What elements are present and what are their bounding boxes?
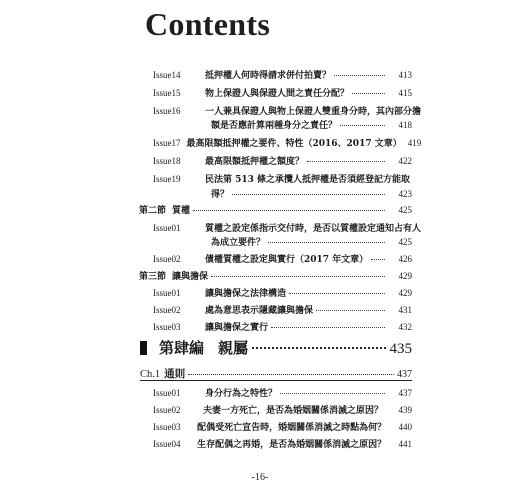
entry-title: 最高限額抵押權之額度？ xyxy=(205,157,305,167)
page-title: Contents xyxy=(145,6,271,42)
entry-label: Issue02 xyxy=(153,305,181,315)
chapter-page: 437 xyxy=(397,369,412,380)
dot-leader xyxy=(307,160,385,162)
entry-page: 415 xyxy=(398,88,412,98)
entry-title: 債權質權之設定與實行（2017 年文章） xyxy=(205,255,369,265)
entry-page: 431 xyxy=(398,305,412,315)
entry-page: 422 xyxy=(398,156,412,166)
entry-page: 418 xyxy=(398,120,412,130)
dot-leader xyxy=(211,275,385,277)
dot-leader xyxy=(334,74,385,76)
entry-title: 讓與擔保之實行 xyxy=(205,323,269,333)
dot-leader xyxy=(271,326,385,328)
entry-page: 413 xyxy=(398,70,412,80)
entry-page: 441 xyxy=(398,439,412,449)
entry-label: Issue17 xyxy=(153,138,181,148)
section-page: 429 xyxy=(398,271,412,281)
entry-title: 配偶受死亡宣告時，婚姻關係消滅之時點為何？ xyxy=(197,423,387,433)
dot-leader xyxy=(289,292,385,294)
entry-page: 432 xyxy=(398,322,412,332)
dot-leader xyxy=(188,374,394,375)
chapter-rule xyxy=(140,380,412,381)
dot-leader xyxy=(371,258,385,260)
part-heading[interactable] xyxy=(140,337,412,358)
chapter-heading[interactable] xyxy=(140,366,412,381)
toc-entry[interactable] xyxy=(0,155,520,168)
entry-label: Issue16 xyxy=(153,106,181,116)
section-heading-2[interactable] xyxy=(0,204,520,217)
toc-entry-continuation[interactable] xyxy=(0,188,520,201)
toc-entry[interactable] xyxy=(0,387,520,400)
entry-page: 439 xyxy=(398,405,412,415)
dot-leader xyxy=(316,309,385,311)
chapter-label: Ch.1 xyxy=(140,369,161,380)
toc-entry[interactable] xyxy=(0,222,520,235)
entry-title: 一人兼具保證人與物上保證人雙重身分時，其內部分擔 xyxy=(205,107,422,117)
entry-page: 437 xyxy=(398,388,412,398)
entry-page: 440 xyxy=(398,422,412,432)
dot-leader xyxy=(280,392,385,394)
entry-title: 質權之設定係指示交付時，是否以質權設定通知占有人 xyxy=(205,224,422,234)
toc-entry[interactable] xyxy=(0,404,520,417)
part-marker-block xyxy=(140,341,147,355)
dot-leader xyxy=(252,347,385,349)
toc-entry[interactable] xyxy=(0,438,520,451)
toc-entry[interactable] xyxy=(0,304,520,317)
toc-entry[interactable] xyxy=(0,69,520,82)
entry-label: Issue03 xyxy=(153,422,181,432)
entry-label: Issue02 xyxy=(153,405,181,415)
dot-leader xyxy=(232,193,385,195)
part-page: 435 xyxy=(389,341,412,357)
entry-title: 物上保證人與保證人間之責任分配？ xyxy=(205,89,350,99)
section-label: 第二節 xyxy=(139,206,167,216)
entry-title: 讓與擔保之法律構造 xyxy=(205,289,287,299)
section-title: 質權 xyxy=(172,206,191,216)
dot-leader xyxy=(340,124,385,126)
entry-title: 夫妻一方死亡，是否為婚姻關係消滅之原因？ xyxy=(203,406,384,416)
dot-leader xyxy=(352,92,385,94)
entry-page: 429 xyxy=(398,288,412,298)
section-heading-3[interactable] xyxy=(0,270,520,283)
entry-label: Issue02 xyxy=(153,254,181,264)
dot-leader xyxy=(268,241,385,243)
page-number: -16- xyxy=(251,472,269,483)
toc-entry[interactable] xyxy=(0,173,520,186)
toc-entry-continuation[interactable] xyxy=(0,119,520,132)
entry-title: 身分行為之特性？ xyxy=(205,389,278,399)
entry-page: 426 xyxy=(398,254,412,264)
toc-entry[interactable] xyxy=(0,137,520,150)
part-label: 第肆編 xyxy=(159,339,205,357)
toc-entry-continuation[interactable] xyxy=(0,236,520,249)
entry-title: 最高限額抵押權之要件、特性（2016、2017 文章） xyxy=(186,139,402,149)
entry-page: 423 xyxy=(398,189,412,199)
entry-label: Issue03 xyxy=(153,322,181,332)
entry-title: 抵押權人何時得請求併付拍賣？ xyxy=(205,71,332,81)
entry-title: 生存配偶之再婚，是否為婚姻關係消滅之原因？ xyxy=(197,440,387,450)
chapter-title: 通則 xyxy=(164,368,186,380)
entry-title: 額是否應計算兩種身分之責任？ xyxy=(211,121,338,131)
entry-label: Issue18 xyxy=(153,156,181,166)
section-label: 第三節 xyxy=(139,272,167,282)
entry-label: Issue19 xyxy=(153,174,181,184)
dot-leader xyxy=(193,209,385,211)
section-page: 425 xyxy=(398,205,412,215)
entry-label: Issue14 xyxy=(153,70,181,80)
toc-entry[interactable] xyxy=(0,87,520,100)
entry-title: 為成立要件？ xyxy=(211,238,266,248)
toc-entry[interactable] xyxy=(0,105,520,118)
entry-title: 得？ xyxy=(211,190,230,200)
entry-label: Issue04 xyxy=(153,439,181,449)
entry-label: Issue01 xyxy=(153,288,181,298)
entry-title: 民法第 513 條之承攬人抵押權是否須經登記方能取 xyxy=(205,175,411,185)
entry-label: Issue01 xyxy=(153,223,181,233)
part-title: 親屬 xyxy=(218,339,249,357)
section-title: 讓與擔保 xyxy=(172,272,209,282)
toc-entry[interactable] xyxy=(0,287,520,300)
entry-title: 處為意思表示隱藏讓與擔保 xyxy=(205,306,314,316)
toc-entry[interactable] xyxy=(0,421,520,434)
entry-page: 425 xyxy=(398,237,412,247)
entry-label: Issue15 xyxy=(153,88,181,98)
toc-entry[interactable] xyxy=(0,321,520,334)
entry-page: 419 xyxy=(407,138,422,148)
entry-label: Issue01 xyxy=(153,388,181,398)
toc-entry[interactable] xyxy=(0,253,520,266)
